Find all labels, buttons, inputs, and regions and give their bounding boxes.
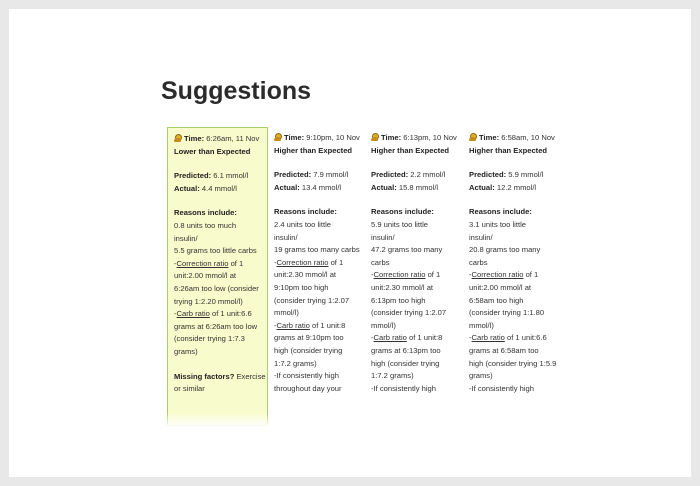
predicted-value: 6.1 mmol/l xyxy=(213,171,249,181)
actual-value: 4.4 mmol/l xyxy=(201,183,237,193)
correction-ratio-link[interactable]: Correction ratio xyxy=(276,257,329,267)
time-value: 9:10pm, 10 Nov xyxy=(306,133,360,142)
time-value: 6:58am, 10 Nov xyxy=(501,133,555,142)
person-icon xyxy=(469,133,476,141)
correction-ratio-link[interactable]: Correction ratio xyxy=(471,270,524,280)
correction-ratio-link[interactable]: Correction ratio xyxy=(176,258,229,268)
actual-value: 15.8 mmol/l xyxy=(398,182,439,192)
carb-ratio-link[interactable]: Carb ratio xyxy=(373,333,407,343)
carb-ratio-link[interactable]: Carb ratio xyxy=(176,309,210,319)
carb-ratio-link[interactable]: Carb ratio xyxy=(276,320,310,330)
time-value: 6:13pm, 10 Nov xyxy=(403,133,457,142)
actual-value: 12.2 mmol/l xyxy=(496,182,537,192)
missing-factors-label: Missing factors? xyxy=(174,371,235,381)
time-value: 6:26am, 11 Nov xyxy=(206,134,260,143)
reason-line: 0.8 units too much xyxy=(174,220,237,230)
missing-factors-value: Exercise xyxy=(236,371,266,381)
suggestion-cards xyxy=(167,127,563,427)
actual-value: 13.4 mmol/l xyxy=(301,182,342,192)
screenshot-frame xyxy=(9,9,691,477)
reason-line: insulin/ xyxy=(174,233,198,243)
carb-ratio-link[interactable]: Carb ratio xyxy=(471,333,505,343)
predicted-value: 2.2 mmol/l xyxy=(410,170,446,180)
person-icon xyxy=(371,133,378,141)
person-icon xyxy=(174,134,181,142)
suggestion-card-higher-2[interactable]: Time: 6:13pm, 10 Nov Higher than Expected Predicted: 2.2 mmol/l Actual: 15.8 mmol/l Reasons include: 5.9 units too little insulin/ 47.2 grams too many carbs -Correction ratio of 1 unit:2.30 mmol/l at 6:13pm too high (consider trying 1:2.07 mmol/l) -Carb ratio of 1 unit:8 grams at 6:13pm too high (consider trying 1:7.2 grams) -If consistently high xyxy=(371,133,457,393)
time-label: Time: xyxy=(184,134,205,143)
predicted-value: 5.9 mmol/l xyxy=(508,170,544,180)
correction-ratio-link[interactable]: Correction ratio xyxy=(373,270,426,280)
reasons-heading: Reasons include: xyxy=(174,208,237,218)
status-text: Lower than Expected xyxy=(174,146,251,156)
status-text: Higher than Expected xyxy=(371,145,450,155)
reason-line: 5.5 grams too little carbs xyxy=(174,246,257,256)
bottom-fade xyxy=(167,413,563,427)
status-text: Higher than Expected xyxy=(469,145,548,155)
page-title: Suggestions xyxy=(161,77,312,105)
status-text: Higher than Expected xyxy=(274,145,353,155)
person-icon xyxy=(274,133,281,141)
predicted-label: Predicted: xyxy=(174,171,212,181)
suggestion-card-higher-1[interactable]: Time: 9:10pm, 10 Nov Higher than Expected Predicted: 7.9 mmol/l Actual: 13.4 mmol/l Reasons include: 2.4 units too little insulin/ 19 grams too many carbs -Correction ratio of 1 unit:2.30 mmol/l at 9:10pm too high (consider trying 1:2.07 mmol/l) -Carb ratio of 1 unit:8 grams at 9:10pm too high (consider trying 1:7.2 grams) -If consistently high throughout day your xyxy=(274,133,360,393)
suggestion-card-lower[interactable]: Time: 6:26am, 11 Nov Lower than Expected Predicted: 6.1 mmol/l Actual: 4.4 mmol/l Reasons include: 0.8 units too much insulin/ 5.5 grams too little carbs -Correction ratio of 1 unit:2.00 mmol/l at 6:26am too low (consider trying 1:2.20 mmol/l) -Carb ratio of 1 unit:6.6 grams at 6:26am too low (consider trying 1:7.3 grams) Missing factors? Exercise or similar xyxy=(167,127,268,426)
suggestion-card-higher-3[interactable]: Time: 6:58am, 10 Nov Higher than Expected Predicted: 5.9 mmol/l Actual: 12.2 mmol/l Reasons include: 3.1 units too little insulin/ 20.8 grams too many carbs -Correction ratio of 1 unit:2.00 mmol/l at 6:58am too high (consider trying 1:1.80 mmol/l) -Carb ratio of 1 unit:6.6 grams at 6:58am too high (consider trying 1:5.9 grams) -If consistently high xyxy=(469,133,557,393)
actual-label: Actual: xyxy=(174,183,200,193)
predicted-value: 7.9 mmol/l xyxy=(313,170,349,180)
